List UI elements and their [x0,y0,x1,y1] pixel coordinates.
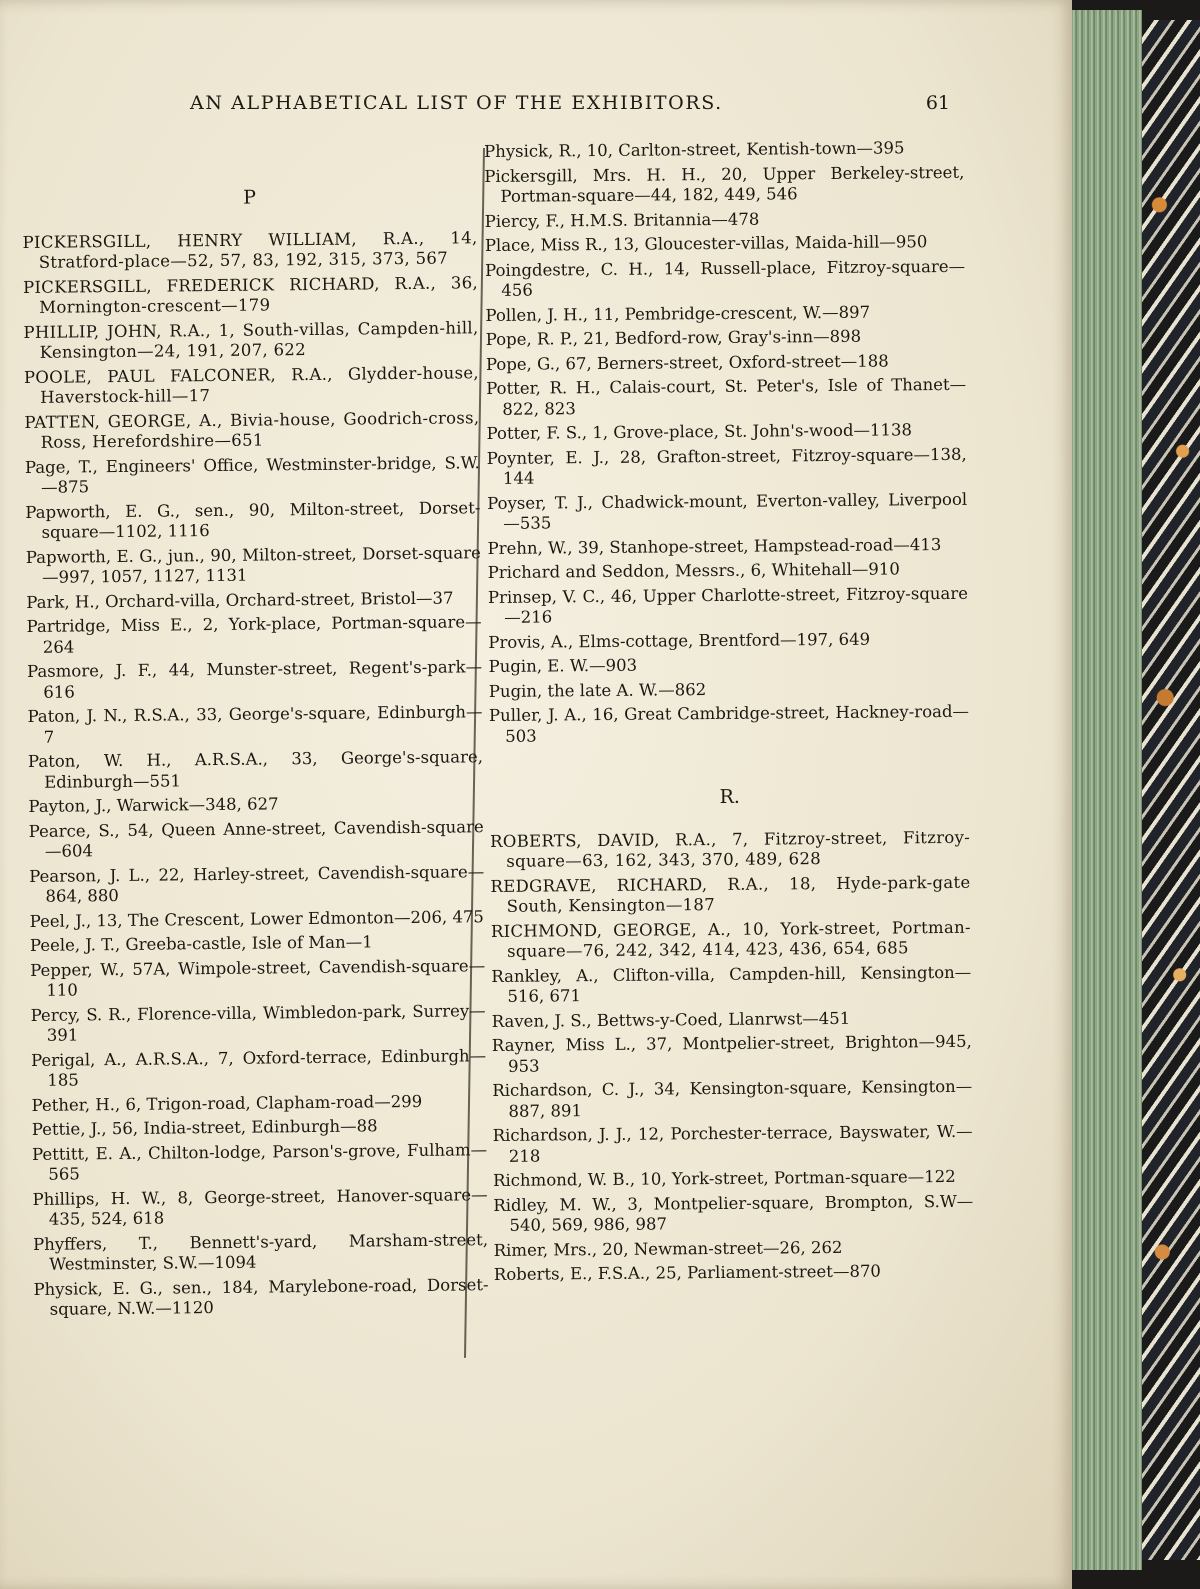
exhibitor-entry: Richmond, W. B., 10, York-street, Portman-square—122 [492,1166,956,1190]
exhibitor-entry: Puller, J. A., 16, Great Cambridge-street, Hackney-road—503 [488,701,970,746]
exhibitor-entry: Pettie, J., 56, India-street, Edinburgh—88 [31,1116,378,1139]
exhibitor-entry: RICHMOND, GEORGE, A., 10, York-street, Portman-square—76, 242, 342, 414, 423, 436, 654, 685 [490,917,971,961]
left-column [22,185,489,1324]
exhibitor-entry: Perigal, A., A.R.S.A., 7, Oxford-terrace, Edinburgh—185 [31,1045,487,1090]
exhibitor-entry: Pearson, J. L., 22, Harley-street, Cavendish-square—864, 880 [29,861,485,906]
exhibitor-entry: Roberts, E., F.S.A., 25, Parliament-street—870 [493,1261,881,1284]
exhibitor-entry: Physick, E. G., sen., 184, Marylebone-road, Dorset-square, N.W.—1120 [33,1274,489,1319]
exhibitor-entry: Place, Miss R., 13, Gloucester-villas, Maida-hill—950 [484,232,928,255]
exhibitor-entry: Prehn, W., 39, Stanhope-street, Hampstead-road—413 [487,534,942,558]
page-number: 61 [925,92,950,114]
page-fore-edge [1072,10,1142,1570]
exhibitor-entry: Potter, R. H., Calais-court, St. Peter's, Isle of Thanet—822, 823 [486,374,967,419]
exhibitor-entry: Payton, J., Warwick—348, 627 [28,794,279,816]
exhibitor-entry: Potter, F. S., 1, Grove-place, St. John's-wood—1138 [486,420,913,443]
exhibitor-entry: Pickersgill, Mrs. H. H., 20, Upper Berkeley-street, Portman-square—44, 182, 449, 546 [484,162,965,206]
exhibitor-entry: Poingdestre, C. H., 14, Russell-place, Fitzroy-square—456 [485,256,966,300]
exhibitor-entry: Paton, J. N., R.S.A., 33, George's-square, Edinburgh—7 [27,702,483,747]
exhibitor-entry: Pasmore, J. F., 44, Munster-street, Regent's-park—616 [26,657,483,702]
entry-list [484,138,969,747]
exhibitor-entry: ROBERTS, DAVID, R.A., 7, Fitzroy-street, Fitzroy-square—63, 162, 343, 370, 489, 628 [490,827,971,871]
exhibitor-entry: Peele, J. T., Greeba-castle, Isle of Man—1 [29,932,373,955]
exhibitor-entry: Prichard and Seddon, Messrs., 6, Whitehall—910 [487,559,900,582]
exhibitor-entry: Pether, H., 6, Trigon-road, Clapham-road—299 [31,1091,423,1115]
exhibitor-entry: POOLE, PAUL FALCONER, R.A., Glydder-house, Haverstock-hill—17 [23,362,480,407]
exhibitor-entry: Pugin, the late A. W.—862 [488,679,707,701]
exhibitor-entry: Piercy, F., H.M.S. Britannia—478 [484,209,760,231]
exhibitor-entry: Prinsep, V. C., 46, Upper Charlotte-street, Fitzroy-square—216 [487,583,969,627]
exhibitor-entry: Percy, S. R., Florence-villa, Wimbledon-park, Surrey—391 [30,1000,486,1045]
page-header [190,92,950,122]
section-letter-r: R. [719,785,740,808]
exhibitor-entry: REDGRAVE, RICHARD, R.A., 18, Hyde-park-gate South, Kensington—187 [490,872,971,916]
exhibitor-entry: Phillips, H. W., 8, George-street, Hanover-square—435, 524, 618 [32,1184,488,1229]
exhibitor-entry: Poyser, T. J., Chadwick-mount, Everton-valley, Liverpool—535 [487,489,968,533]
exhibitor-entry: Papworth, E. G., sen., 90, Milton-street, Dorset-square—1102, 1116 [25,497,481,542]
exhibitor-entry: Raven, J. S., Bettws-y-Coed, Llanrwst—451 [491,1008,851,1031]
exhibitor-entry: PICKERSGILL, FREDERICK RICHARD, R.A., 36, Mornington-crescent—179 [22,272,479,317]
exhibitor-entry: Phyffers, T., Bennett's-yard, Marsham-street, Westminster, S.W.—1094 [32,1229,489,1274]
exhibitor-entry: Pearce, S., 54, Queen Anne-street, Cavendish-square—604 [28,816,484,861]
exhibitor-entry: Pollen, J. H., 11, Pembridge-crescent, W.—897 [485,302,871,325]
exhibitor-entry: Pepper, W., 57A, Wimpole-street, Cavendish-square—110 [30,955,486,1000]
exhibitor-entry: Peel, J., 13, The Crescent, Lower Edmonton—206, 475 [29,906,484,931]
exhibitor-entry: Physick, R., 10, Carlton-street, Kentish-town—395 [484,138,905,161]
exhibitor-entry: Paton, W. H., A.R.S.A., 33, George's-square, Edinburgh—551 [27,747,484,792]
right-column [484,138,974,1290]
exhibitor-entry: Rayner, Miss L., 37, Montpelier-street, Brighton—945, 953 [491,1031,972,1076]
exhibitor-entry: Pope, R. P., 21, Bedford-row, Gray's-inn—898 [485,326,862,349]
exhibitor-entry: Park, H., Orchard-villa, Orchard-street, Bristol—37 [26,588,454,612]
exhibitor-entry: PATTEN, GEORGE, A., Bivia-house, Goodrich-cross, Ross, Herefordshire—651 [24,407,480,452]
exhibitor-entry: PHILLIP, JOHN, R.A., 1, South-villas, Campden-hill, Kensington—24, 191, 207, 622 [23,317,479,362]
exhibitor-entry: Page, T., Engineers' Office, Westminster-bridge, S.W.—875 [24,452,480,497]
entry-list [22,228,488,1321]
exhibitor-entry: Pettitt, E. A., Chilton-lodge, Parson's-grove, Fulham—565 [31,1139,488,1184]
exhibitor-entry: Rankley, A., Clifton-villa, Campden-hill, Kensington—516, 671 [491,962,972,1006]
section-letter-p: P [243,186,257,209]
exhibitor-entry: PICKERSGILL, HENRY WILLIAM, R.A., 14, Stratford-place—52, 57, 83, 192, 315, 373, 567 [22,227,478,272]
exhibitor-entry: Richardson, J. J., 12, Porchester-terrace, Bayswater, W.—218 [492,1121,973,1166]
exhibitor-entry: Papworth, E. G., jun., 90, Milton-street, Dorset-square—997, 1057, 1127, 1131 [25,542,481,587]
exhibitor-entry: Ridley, M. W., 3, Montpelier-square, Brompton, S.W—540, 569, 986, 987 [493,1191,974,1235]
exhibitor-entry: Richardson, C. J., 34, Kensington-square, Kensington—887, 891 [492,1076,973,1121]
exhibitor-entry: Pugin, E. W.—903 [488,655,638,676]
marbled-cover-edge [1142,20,1200,1560]
entry-list [490,827,974,1285]
running-title: AN ALPHABETICAL LIST OF THE EXHIBITORS. [190,92,723,114]
exhibitor-entry: Pope, G., 67, Berners-street, Oxford-street—188 [485,350,889,374]
exhibitor-entry: Rimer, Mrs., 20, Newman-street—26, 262 [493,1237,843,1260]
exhibitor-entry: Partridge, Miss E., 2, York-place, Portman-square—264 [26,612,482,657]
exhibitor-entry: Provis, A., Elms-cottage, Brentford—197, 649 [488,629,871,652]
exhibitor-entry: Poynter, E. J., 28, Grafton-street, Fitzroy-square—138, 144 [486,444,967,488]
